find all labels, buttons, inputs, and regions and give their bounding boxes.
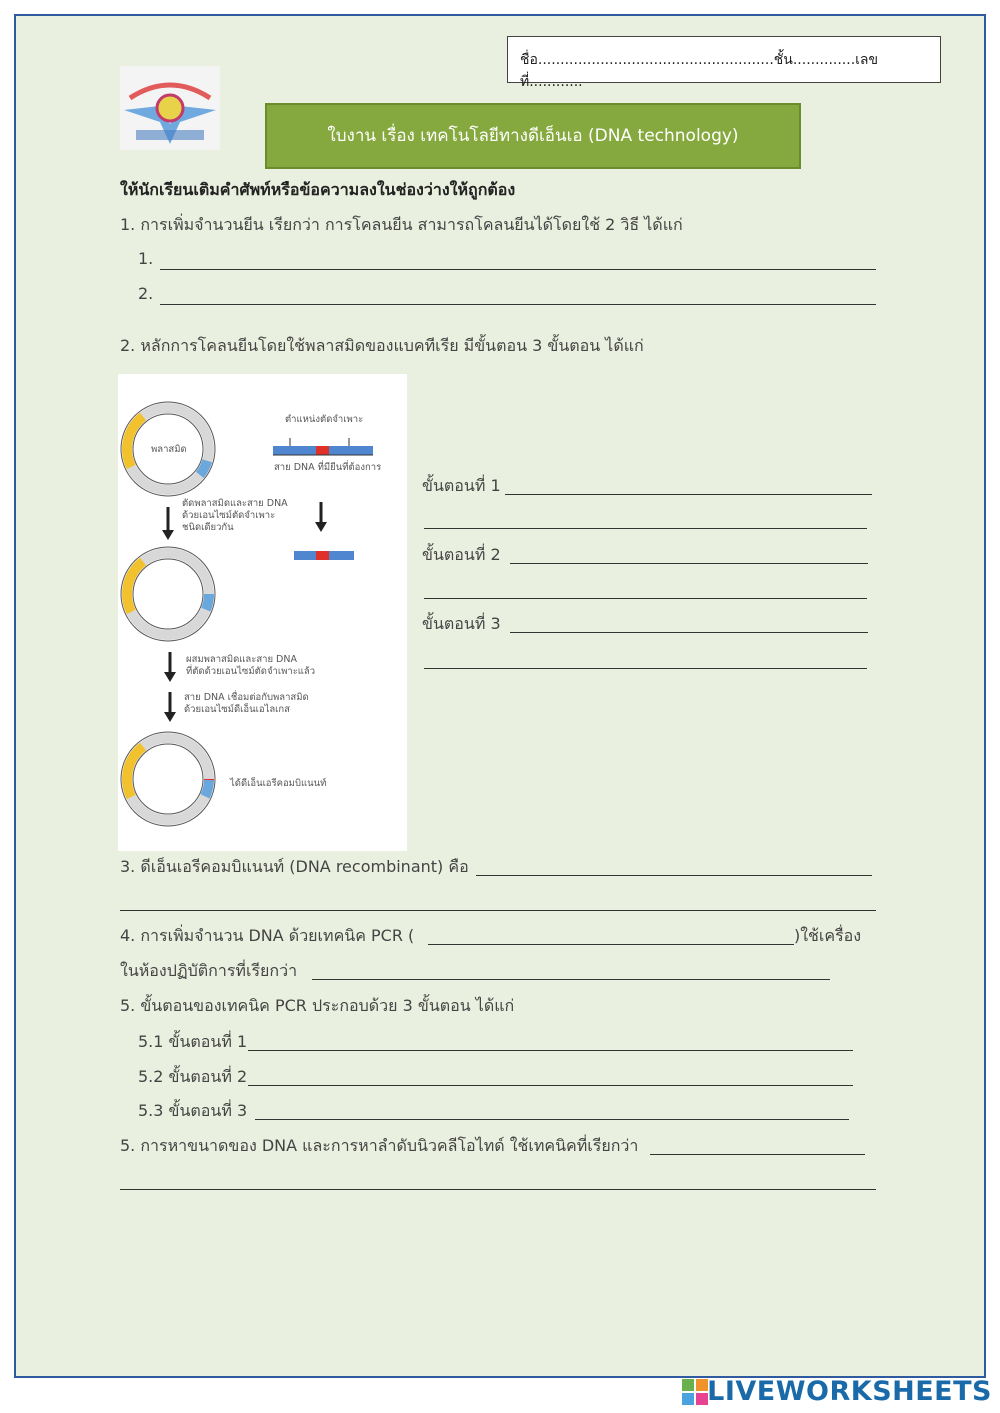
- arrow-down-icon: [164, 672, 176, 682]
- q1-item-1-label: 1.: [138, 249, 154, 268]
- q2-step-1-blank[interactable]: [505, 494, 872, 495]
- question-2: 2. หลักการโคลนยีนโดยใช้พลาสมิดของแบคทีเรีย มีขั้นตอน 3 ขั้นตอน ได้แก่: [120, 336, 644, 355]
- q1-item-2-label: 2.: [138, 284, 154, 303]
- student-info-field[interactable]: ชื่อ.....................................................ชั้น..............เลขที่............: [507, 36, 941, 83]
- q4-machine-blank[interactable]: [312, 979, 830, 980]
- target-dna-strand: [273, 438, 373, 455]
- cut-step-label: ตัดพลาสมิดและสาย DNA ด้วยเอนไซม์ตัดจำเพาะ ชนิดเดียวกัน: [182, 498, 288, 533]
- worksheet-title: ใบงาน เรื่อง เทคโนโลยีทางดีเอ็นเอ (DNA technology): [265, 103, 801, 169]
- mix-step-label: ผสมพลาสมิดและสาย DNA ที่ตัดด้วยเอนไซม์ตัดจำเพาะแล้ว: [186, 654, 316, 677]
- q5-step-2-label: 5.2 ขั้นตอนที่ 2: [138, 1067, 248, 1086]
- question-3: 3. ดีเอ็นเอรีคอมบิแนนท์ (DNA recombinant) คือ: [120, 857, 469, 876]
- target-dna-label: สาย DNA ที่มียีนที่ต้องการ: [274, 462, 382, 473]
- result-label: ได้ดีเอ็นเอรีคอมบิแนนท์: [230, 778, 327, 789]
- q2-step-2-label: ขั้นตอนที่ 2: [422, 545, 501, 564]
- question-1: 1. การเพิ่มจำนวนยีน เรียกว่า การโคลนยีน สามารถโคลนยีนได้โดยใช้ 2 วิธี ได้แก่: [120, 215, 683, 234]
- cut-dna-fragment: [294, 551, 354, 560]
- cut-site-label: ตำแหน่งตัดจำเพาะ: [285, 414, 364, 425]
- q5-step-3-label: 5.3 ขั้นตอนที่ 3: [138, 1101, 248, 1120]
- question-6: 5. การหาขนาดของ DNA และการหาลำดับนิวคลีโอไทด์ ใช้เทคนิคที่เรียกว่า: [120, 1136, 639, 1155]
- q6-technique-blank[interactable]: [650, 1154, 865, 1155]
- question-4: 4. การเพิ่มจำนวน DNA ด้วยเทคนิค PCR (: [120, 926, 415, 945]
- q5-step-3-blank[interactable]: [255, 1119, 849, 1120]
- arrow-down-icon: [162, 530, 174, 540]
- q5-step-1-blank[interactable]: [248, 1050, 853, 1051]
- q2-step-3-blank-2[interactable]: [424, 668, 867, 669]
- q1-answer-2-blank[interactable]: [160, 304, 876, 305]
- question-4-cont: )ใช้เครื่อง: [794, 926, 862, 945]
- plasmid-2-cut-shape: [121, 547, 215, 641]
- q2-step-3-blank[interactable]: [510, 632, 868, 633]
- recombinant-plasmid-shape: [121, 732, 215, 826]
- plasmid-label: พลาสมิด: [151, 444, 187, 455]
- q2-step-2-blank[interactable]: [510, 563, 868, 564]
- q5-step-2-blank[interactable]: [248, 1085, 853, 1086]
- q2-step-1-blank-2[interactable]: [424, 528, 867, 529]
- liveworksheets-logo-icon: [682, 1379, 708, 1405]
- q2-step-2-blank-2[interactable]: [424, 598, 867, 599]
- q5-step-1-label: 5.1 ขั้นตอนที่ 1: [138, 1032, 248, 1051]
- q1-answer-1-blank[interactable]: [160, 269, 876, 270]
- arrow-down-icon: [164, 712, 176, 722]
- q2-step-3-label: ขั้นตอนที่ 3: [422, 614, 501, 633]
- q3-answer-blank-2[interactable]: [120, 910, 876, 911]
- school-logo-icon: [120, 66, 220, 150]
- q4-pcr-blank[interactable]: [428, 944, 794, 945]
- arrow-down-icon: [315, 522, 327, 532]
- question-4-line-2: ในห้องปฏิบัติการที่เรียกว่า: [120, 961, 298, 980]
- q2-step-1-label: ขั้นตอนที่ 1: [422, 476, 501, 495]
- join-step-label: สาย DNA เชื่อมต่อกับพลาสมิด ด้วยเอนไซม์ดีเอ็นเอไลเกส: [184, 692, 309, 715]
- gene-cloning-diagram: [118, 374, 407, 851]
- liveworksheets-brand: LIVEWORKSHEETS: [707, 1376, 992, 1407]
- q6-answer-blank-2[interactable]: [120, 1189, 876, 1190]
- q3-answer-blank[interactable]: [476, 875, 872, 876]
- instructions: ให้นักเรียนเติมคำศัพท์หรือข้อความลงในช่องว่างให้ถูกต้อง: [120, 180, 516, 199]
- question-5: 5. ขั้นตอนของเทคนิค PCR ประกอบด้วย 3 ขั้นตอน ได้แก่: [120, 996, 515, 1015]
